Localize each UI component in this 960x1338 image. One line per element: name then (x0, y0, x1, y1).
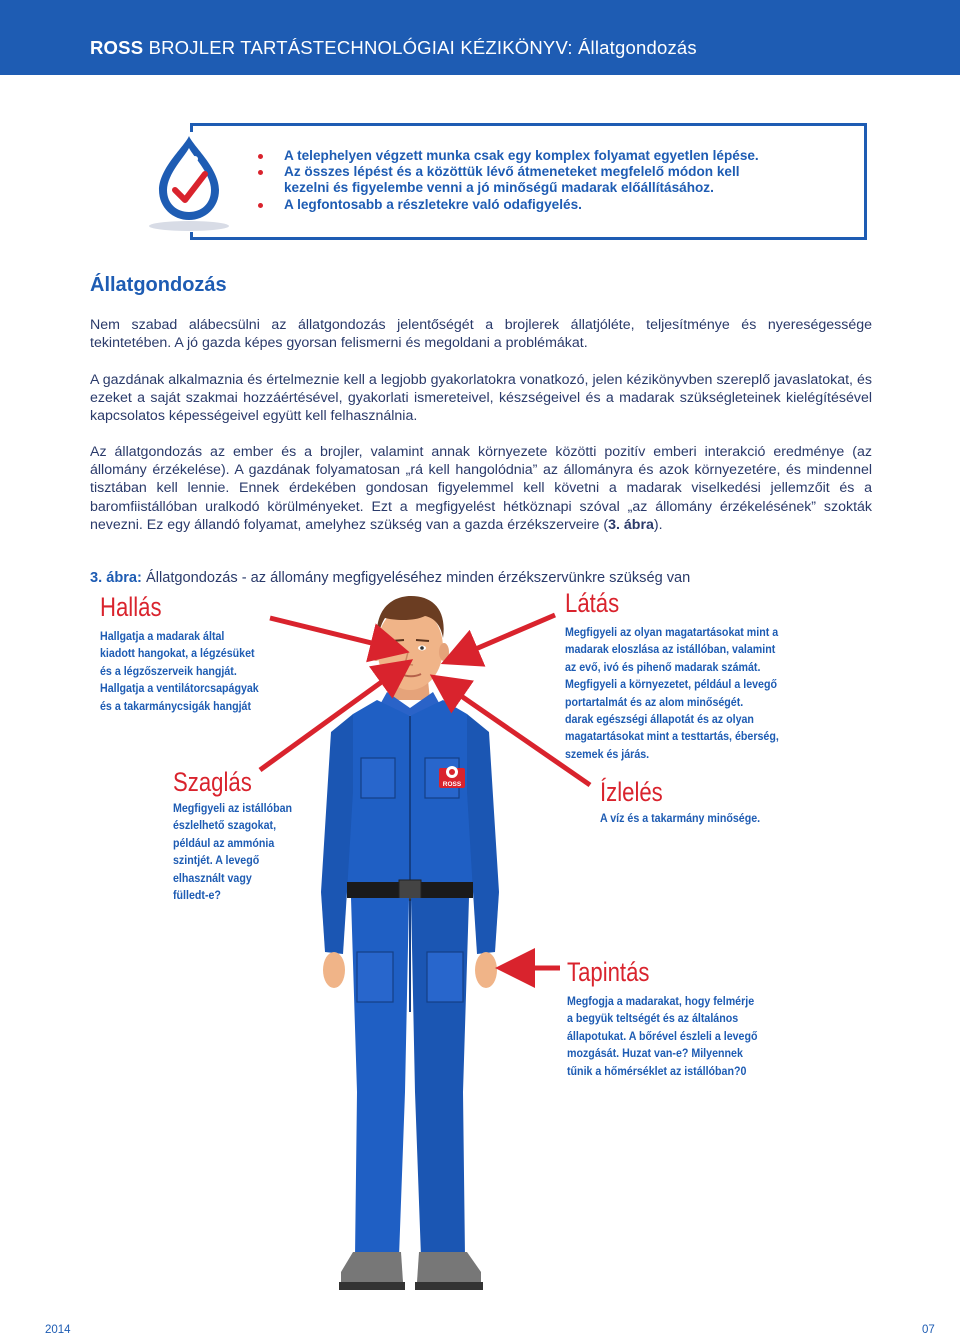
header-brand: ROSS (90, 37, 144, 58)
smell-arrow (260, 665, 405, 770)
hearing-arrow (270, 618, 400, 650)
paragraph-1: Nem szabad alábecsülni az állatgondozás jelentőségét a brojlerek állatjóléte, teljesítménye és nyereségessége tekintetében. A jó gazda képes gyorsan felismerni és megoldani a problémákat. (90, 317, 872, 352)
key-point: A telephelyen végzett munka csak egy komplex folyamat egyetlen lépése. (258, 148, 759, 164)
sense-smell-text: Megfigyeli az istállóban észlelhető szagokat, például az ammónia szintjét. A levegő elhasznált vagy fülledt-e? (173, 801, 293, 903)
figure-label: 3. ábra: (90, 570, 142, 586)
sight-arrow (450, 615, 555, 660)
header-section: Állatgondozás (578, 37, 697, 58)
figure-reference: 3. ábra (608, 516, 654, 533)
sense-hearing-text: Hallgatja a madarak által kiadott hangokat, a légzésüket és a légzőszerveik hangját. Hallgatja a ventilátorcsapágyak és a takarmánycsigák hangját (100, 629, 259, 713)
section-title: Állatgondozás (90, 274, 227, 296)
sense-smell-title: Szaglás (173, 767, 252, 797)
logo-text: ROSS (442, 781, 462, 788)
page-number: 07 (922, 1324, 935, 1336)
sense-sight-text: Megfigyeli az olyan magatartásokat mint a madarak eloszlása az istállóban, valamint az evő, ivó és pihenő madarak számát. Megfigyeli a környezetet, például a levegő portartalmát és az alom minőségét. darak egészségi állapotát és az olyan magatartásokat mint a testtartás, éberség, szemek és járás. (565, 625, 779, 761)
paragraph-2: A gazdának alkalmaznia és értelmeznie kell a legjobb gyakorlatokra vonatkozó, jelen kézikönyvben szereplő javaslatokat, és ezeket a saját szakmai hozzáértésével, gyakorlati ismereteivel, készségeivel és a madarak szükségleteinek kielégítésével kapcsolatos képességeivel együtt kell felhasználnia. (90, 372, 872, 425)
header-manual-title: BROJLER TARTÁSTECHNOLÓGIAI KÉZIKÖNYV: (148, 37, 573, 58)
key-point: A legfontosabb a részletekre való odafigyelés. (258, 197, 759, 213)
paragraph-3: Az állatgondozás az ember és a brojler, valamint annak környezete közötti pozitív emberi interakció eredménye (az állomány érzékelése). A gazdának folyamatosan „rá kell hangolódnia” az állományra és azok környezetére, és mindennel tisztában kell lennie. Ennek érdekében gondosan figyelemmel kell követni a madarak viselkedési jellemzőit és a baromfiistállóban uralkodó körülményeket. Ezt a megfigyelést hétköznapi szóval „az állomány érzékelésének” szokták nevezni. Ez egy állandó folyamat, amelyhez szükség van a gazda érzékszerveire (3. ábra). (90, 444, 872, 533)
footer-year: 2014 (45, 1324, 71, 1336)
sense-sight-title: Látás (565, 588, 620, 618)
figure-caption-text: Állatgondozás - az állomány megfigyeléséhez minden érzékszervünkre szükség van (145, 570, 691, 586)
sense-hearing-title: Hallás (100, 592, 162, 622)
sense-touch-title: Tapintás (567, 957, 650, 987)
sense-taste-text: A víz és a takarmány minősége. (600, 811, 761, 825)
sense-taste-title: Ízlelés (600, 777, 663, 807)
key-point: Az összes lépést és a közöttük lévő átmeneteket megfelelő módon kell (258, 164, 759, 180)
key-point-continuation: kezelni és figyelembe venni a jó minőségű madarak előállításához. (284, 180, 714, 196)
sense-touch-text: Megfogja a madarakat, hogy felmérje a begyük teltségét és az általános állapotukat. A bőrével észleli a levegő mozgását. Huzat van-e? Milyennek tűnik a hőmérséklet az istállóban?0 (567, 994, 758, 1078)
